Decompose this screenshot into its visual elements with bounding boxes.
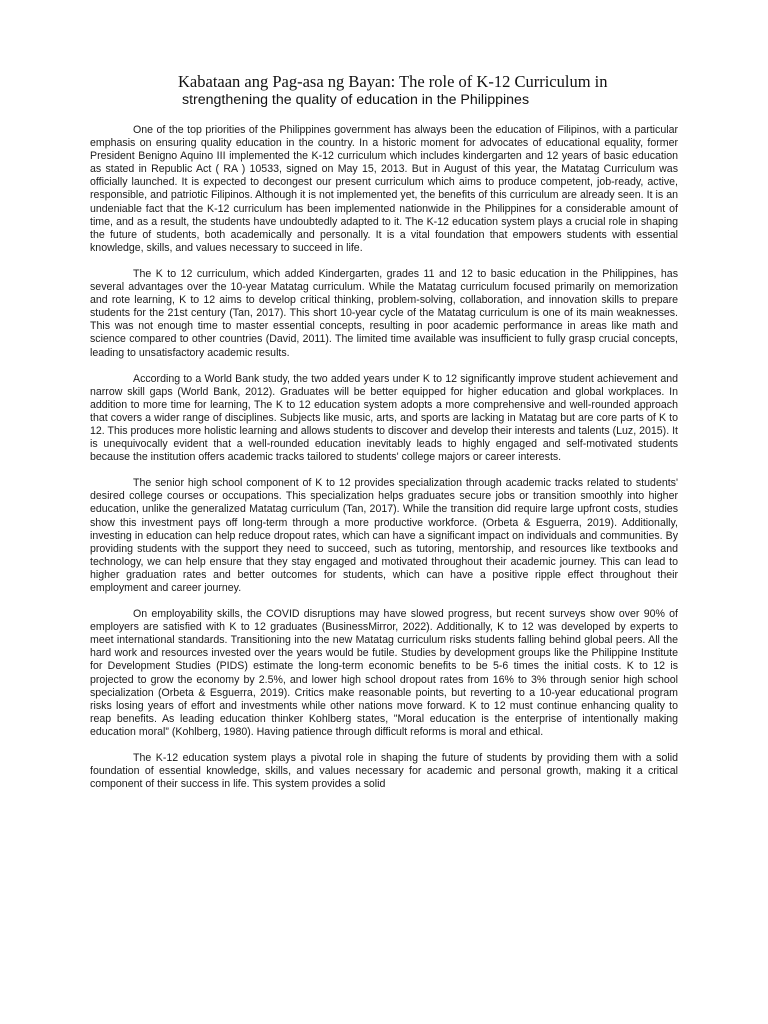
paragraph-world-bank: According to a World Bank study, the two added years under K to 12 significantly improve student achievement and narrow skill gaps (World Bank, 2012). Graduates will be better equipped for higher education and global workplaces. In addition to more time for learning, The K to 12 education system adopts a more comprehensive and well-rounded approach that covers a wider range of disciplines. Subjects like music, arts, and sports are lacking in Matatag but are core parts of K to 12. This produces more holistic learning and allows students to discover and develop their interests and talents (Luz, 2015). It is unequivocally evident that a well-rounded education inevitably leads to highly engaged and self-motivated students because the institution offers academic tracks tailored to students' college majors or career interests. — [90, 372, 678, 464]
paragraph-employability: On employability skills, the COVID disruptions may have slowed progress, but recent surveys show over 90% of employers are satisfied with K to 12 graduates (BusinessMirror, 2022). Additionally, K to 12 was developed by experts to meet international standards. Transitioning into the new Matatag curriculum risks students falling behind global peers. All the hard work and resources invested over the years would be futile. Studies by development groups like the Philippine Institute for Development Studies (PIDS) estimate the long-term economic benefits to be 5-6 times the initial costs. K to 12 is projected to grow the economy by 2.5%, and lower high school dropout rates from 16% to 3% through senior high school specialization (Orbeta & Esguerra, 2019). Critics make reasonable points, but reverting to a 10-year educational program risks losing years of effort and investments while other nations move forward. K to 12 must continue enhancing quality to reap benefits. As leading education thinker Kohlberg states, "Moral education is the enterprise of intentionally making education moral” (Kohlberg, 1980). Having patience through difficult reforms is moral and ethical. — [90, 608, 678, 738]
paragraph-advantages: The K to 12 curriculum, which added Kindergarten, grades 11 and 12 to basic education in the Philippines, has several advantages over the 10-year Matatag curriculum. While the Matatag curriculum focused primarily on memorization and rote learning, K to 12 aims to develop critical thinking, problem-solving, collaboration, and innovation skills to prepare students for the 21st century (Tan, 2017). This short 10-year cycle of the Matatag curriculum is one of its main weaknesses. This was not enough time to master essential concepts, resulting in poor academic performance in areas like math and science compared to other countries (David, 2011). The limited time available was insufficient to fully grasp crucial concepts, leading to unsatisfactory academic results. — [90, 267, 678, 359]
paragraph-senior-high: The senior high school component of K to 12 provides specialization through academic tracks related to students' desired college courses or occupations. This specialization helps graduates secure jobs or transition smoothly into higher education, unlike the generalized Matatag curriculum (Tan, 2017). While the transition did require large upfront costs, studies show this investment pays off long-term through a more productive workforce. (Orbeta & Esguerra, 2019). Additionally, investing in education can help reduce dropout rates, which can have a significant impact on individuals and communities. By providing students with the support they need to succeed, such as tutoring, mentorship, and resources like textbooks and technology, we can help ensure that they stay engaged and motivated throughout their academic journey. This can lead to higher graduation rates and better outcomes for students, which can have a positive ripple effect throughout their employment and career journey. — [90, 477, 678, 594]
paragraph-conclusion: The K-12 education system plays a pivotal role in shaping the future of students by providing them with a solid foundation of essential knowledge, skills, and values necessary for academic and personal growth, making it a critical component of their success in life. This system provides a solid — [90, 752, 678, 791]
essay-title-line-2: strengthening the quality of education in the Philippines — [182, 92, 530, 108]
paragraph-intro: One of the top priorities of the Philippines government has always been the education of Filipinos, with a particular emphasis on ensuring quality education in the country. In a historic moment for advocates of educational equality, former President Benigno Aquino III implemented the K-12 curriculum which includes kindergarten and 12 years of basic education as stated in Republic Act ( RA ) 10533, signed on May 15, 2013. But in August of this year, the Matatag Curriculum was officially launched. It is expected to decongest our present curriculum which aims to produce competent, job-ready, active, responsible, and patriotic Filipinos. Although it is not implemented yet, the benefits of this curriculum are already seen. It is an undeniable fact that the K-12 curriculum has been implemented nationwide in the Philippines for a considerable amount of time, and as a result, the students have undoubtedly adapted to it. The K-12 education system plays a crucial role in shaping the future of students, both academically and personally. It is a vital foundation that empowers students with essential knowledge, skills, and values necessary to succeed in life. — [90, 124, 678, 254]
essay-body — [90, 124, 678, 791]
essay-title-line-1: Kabataan ang Pag-asa ng Bayan: The role of K-12 Curriculum in — [178, 72, 608, 91]
